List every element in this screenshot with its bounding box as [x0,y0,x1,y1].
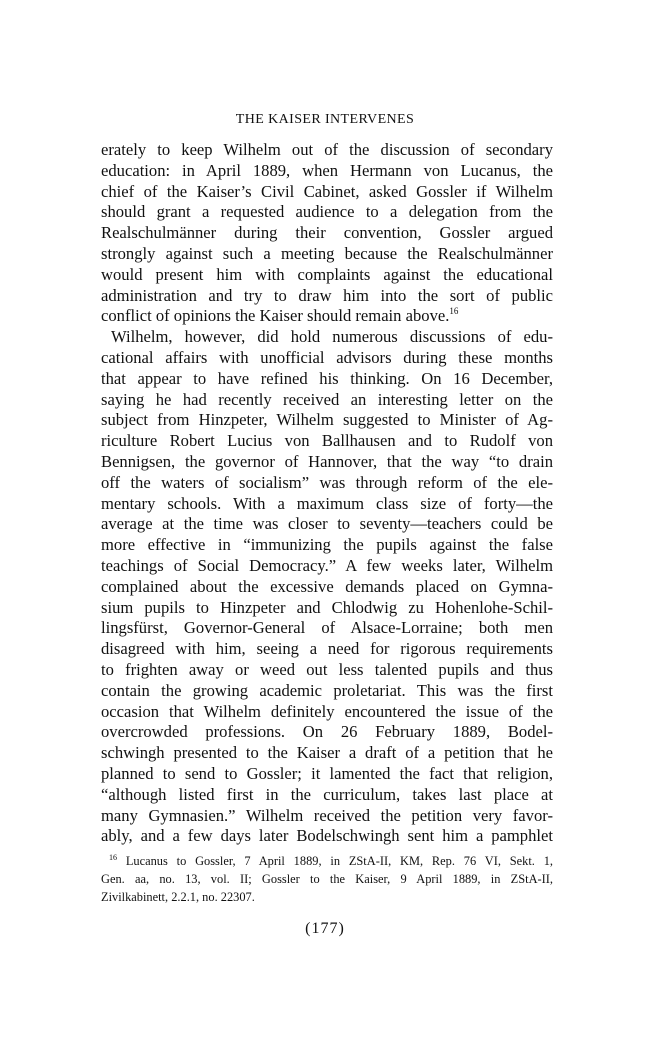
text-line: disagreed with him, seeing a need for rigorous requirements [101,639,553,659]
footnote-line: Zivilkabinett, 2.2.1, no. 22307. [101,890,255,904]
body-text [101,140,553,847]
text-line: sium pupils to Hinzpeter and Chlodwig zu Hohenlohe-Schil- [101,597,553,617]
text-line: off the waters of socialism” was through reform of the ele- [101,472,553,492]
text-line: ably, and a few days later Bodelschwingh sent him a pamphlet [101,826,553,846]
text-line-with-note [101,306,553,327]
footnote-text: Lucanus to Gossler, 7 April 1889, in ZStA-II, KM, Rep. 76 VI, Sekt. 1, [125,854,553,868]
text-line: to frighten away or weed out less talented pupils and thus [101,659,553,679]
footnote-marker: 16 [109,853,117,862]
text-line: mentary schools. With a maximum class size of forty—the [101,493,553,513]
text-line: saying he had recently received an interesting letter on the [101,389,553,409]
text-line: cational affairs with unofficial advisors during these months [101,347,553,367]
text-line: occasion that Wilhelm definitely encountered the issue of the [101,701,553,721]
text-line: teachings of Social Democracy.” A few weeks later, Wilhelm [101,555,553,575]
text-line: Bennigsen, the governor of Hannover, that the way “to drain [101,451,553,471]
footnotes [101,852,553,906]
text-line: strongly against such a meeting because the Realschulmänner [101,243,553,263]
text-line: that appear to have refined his thinking. On 16 December, [101,368,553,388]
text-line: contain the growing academic proletariat. This was the first [101,680,553,700]
text-line: erately to keep Wilhelm out of the discussion of secondary [101,140,553,159]
paragraph-start-line: Wilhelm, however, did hold numerous discussions of edu- [111,327,553,347]
footnote-line [101,852,553,870]
text-line: average at the time was closer to seventy—teachers could be [101,514,553,534]
text-line: administration and try to draw him into the sort of public [101,285,553,305]
note-reference: 16 [449,306,459,317]
text-line: complained about the excessive demands placed on Gymna- [101,576,553,596]
running-head: THE KAISER INTERVENES [235,112,415,127]
text-line: subject from Hinzpeter, Wilhelm suggested to Minister of Ag- [101,410,553,430]
text-line: conflict of opinions the Kaiser should remain above. [101,306,450,326]
page-number: (177) [305,920,345,937]
text-line: overcrowded professions. On 26 February 1889, Bodel- [101,722,553,742]
text-line: Realschulmänner during their convention, Gossler argued [101,223,553,243]
text-line: many Gymnasien.” Wilhelm received the petition very favor- [101,805,553,825]
text-line: schwingh presented to the Kaiser a draft of a petition that he [101,743,553,763]
text-line: should grant a requested audience to a delegation from the [101,202,553,222]
text-line: education: in April 1889, when Hermann von Lucanus, the [101,160,553,180]
text-line: more effective in “immunizing the pupils against the false [101,535,553,555]
text-line: “although listed first in the curriculum, takes last place at [101,784,553,804]
footnote-line: Gen. aa, no. 13, vol. II; Gossler to the Kaiser, 9 April 1889, in ZStA-II, [101,872,553,886]
text-line: lingsfürst, Governor-General of Alsace-Lorraine; both men [101,618,553,638]
text-line: planned to send to Gossler; it lamented the fact that religion, [101,763,553,783]
text-line: chief of the Kaiser’s Civil Cabinet, asked Gossler if Wilhelm [101,181,553,201]
text-line: would present him with complaints against the educational [101,264,553,284]
text-line: riculture Robert Lucius von Ballhausen and to Rudolf von [101,431,553,451]
